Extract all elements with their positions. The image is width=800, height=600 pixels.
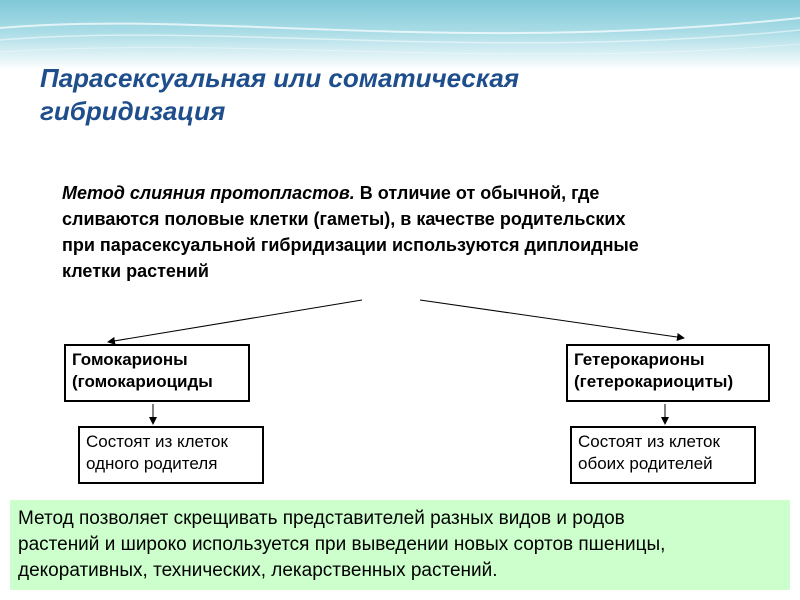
heterokaryons-subtitle: (гетерокариоциты) — [574, 372, 734, 391]
intro-lead: Метод слияния протопластов. — [62, 183, 355, 203]
arrow-to-heterokaryons — [420, 300, 684, 338]
homokaryons-desc-line-1: Состоят из клеток — [86, 432, 228, 451]
intro-line-2: сливаются половые клетки (гаметы), в качестве родительских — [62, 209, 626, 229]
homokaryons-box — [64, 344, 250, 402]
heterokaryons-box — [566, 344, 770, 402]
conclusion-line-2: растений и широко используется при выведении новых сортов пшеницы, — [18, 534, 666, 555]
heterokaryons-description-box — [570, 426, 756, 484]
homokaryons-desc-line-2: одного родителя — [86, 454, 218, 473]
heterokaryons-title: Гетерокарионы — [574, 350, 705, 369]
homokaryons-subtitle: (гомокариоциды — [72, 372, 213, 391]
title-line-1: Парасексуальная или соматическая — [40, 63, 520, 93]
conclusion-box — [10, 500, 790, 590]
homokaryons-description-box — [78, 426, 264, 484]
intro-line-3: при парасексуальной гибридизации используются диплоидные — [62, 235, 639, 255]
conclusion-line-1: Метод позволяет скрещивать представителей разных видов и родов — [18, 508, 625, 529]
heterokaryons-desc-line-2: обоих родителей — [578, 454, 713, 473]
title-line-2: гибридизация — [40, 96, 226, 126]
arrow-to-homokaryons — [108, 300, 362, 342]
conclusion-line-3: декоративных, технических, лекарственных растений. — [18, 560, 498, 581]
heterokaryons-desc-line-1: Состоят из клеток — [578, 432, 720, 451]
intro-line-4: клетки растений — [62, 261, 209, 281]
intro-line-1: В отличие от обычной, где — [354, 183, 600, 203]
homokaryons-title: Гомокарионы — [72, 350, 188, 369]
